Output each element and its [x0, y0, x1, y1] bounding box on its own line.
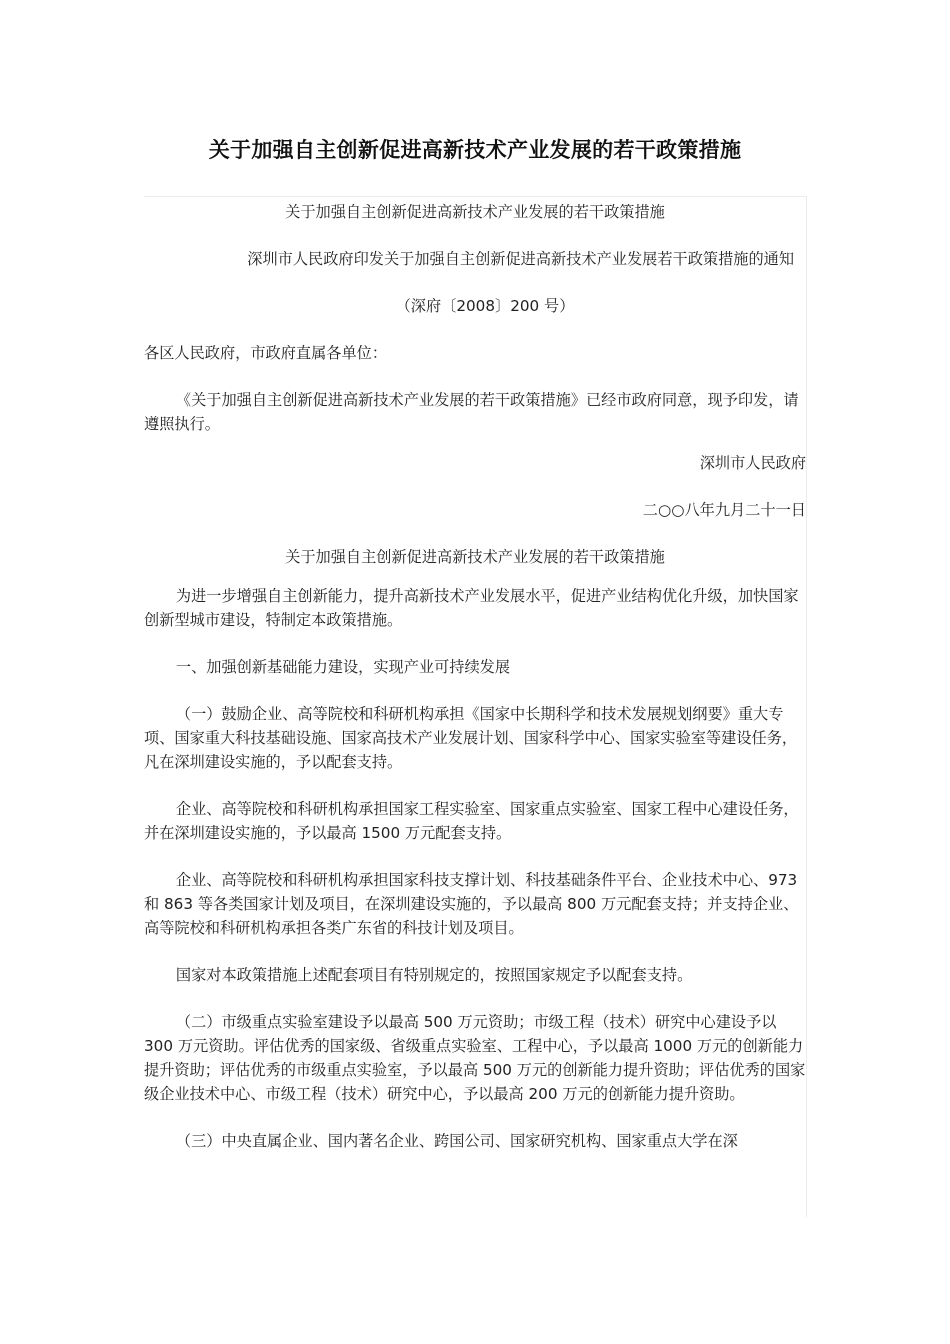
section-heading-1: 一、加强创新基础能力建设，实现产业可持续发展: [175, 658, 511, 676]
paragraph-2: 企业、高等院校和科研机构承担国家工程实验室、国家重点实验室、国家工程中心建设任务，并在深圳建设实施的，予以最高 1500 万元配套支持。: [144, 800, 799, 842]
paragraph-5: （二）市级重点实验室建设予以最高 500 万元资助；市级工程（技术）研究中心建设予以 300 万元资助。评估优秀的国家级、省级重点实验室、工程中心，予以最高 1000 万元的创新能力提升资助；评估优秀的市级重点实验室，予以最高 500 万元的创新能力提升资助；评估优秀的国家级企业技术中心、市级工程（技术）研究中心，予以最高 200 万元的创新能力提升资助。: [144, 1013, 806, 1103]
paragraph-3: 企业、高等院校和科研机构承担国家科技支撑计划、科技基础条件平台、企业技术中心、973 和 863 等各类国家计划及项目，在深圳建设实施的，予以最高 800 万元配套支持；并支持企业、高等院校和科研机构承担各类广东省的科技计划及项目。: [144, 871, 799, 937]
addressee: 各区人民政府，市政府直属各单位：: [144, 344, 387, 362]
intro-paragraph: 为进一步增强自主创新能力，提升高新技术产业发展水平，促进产业结构优化升级，加快国家创新型城市建设，特制定本政策措施。: [144, 587, 799, 629]
paragraph-4: 国家对本政策措施上述配套项目有特别规定的，按照国家规定予以配套支持。: [175, 966, 693, 984]
issuer: 深圳市人民政府: [699, 454, 806, 472]
subtitle: 关于加强自主创新促进高新技术产业发展的若干政策措施: [285, 203, 665, 221]
policy-title: 关于加强自主创新促进高新技术产业发展的若干政策措施: [285, 548, 665, 566]
issue-date: 二○○八年九月二十一日: [642, 501, 806, 519]
notice-title: 深圳市人民政府印发关于加强自主创新促进高新技术产业发展若干政策措施的通知: [247, 250, 794, 268]
doc-number: （深府〔2008〕200 号）: [395, 297, 575, 315]
paragraph-1: （一）鼓励企业、高等院校和科研机构承担《国家中长期科学和技术发展规划纲要》重大专项、国家重大科技基础设施、国家高技术产业发展计划、国家科学中心、国家实验室等建设任务，凡在深圳建设实施的，予以配套支持。: [144, 705, 798, 771]
paragraph-6: （三）中央直属企业、国内著名企业、跨国公司、国家研究机构、国家重点大学在深: [175, 1132, 738, 1150]
page-title: 关于加强自主创新促进高新技术产业发展的若干政策措施: [208, 138, 742, 162]
document-body: [144, 196, 806, 1153]
notice-body: 《关于加强自主创新促进高新技术产业发展的若干政策措施》已经市政府同意，现予印发，请遵照执行。: [144, 391, 799, 433]
